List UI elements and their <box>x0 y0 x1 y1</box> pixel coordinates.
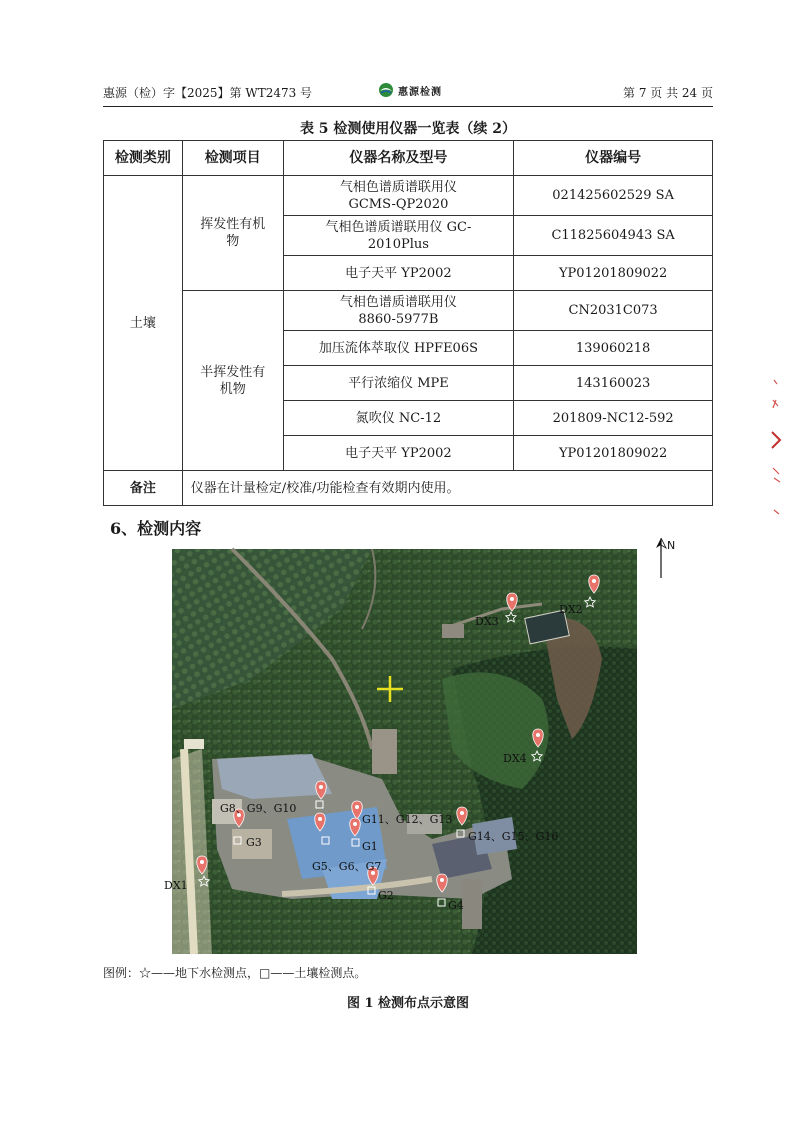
instrument-table <box>103 140 713 506</box>
doc-number: 惠源（检）字【2025】第 WT2473 号 <box>103 86 313 100</box>
instrument-number: 143160023 <box>514 366 713 401</box>
instrument-number: CN2031C073 <box>514 291 713 331</box>
table-title: 表 5 检测使用仪器一览表（续 2） <box>299 121 517 137</box>
instrument-number: 021425602529 SA <box>514 176 713 216</box>
company-logo <box>378 81 442 99</box>
label-G8-10: G8、G9、G10 <box>220 802 297 815</box>
site-map <box>164 549 637 954</box>
instrument-name: 加压流体萃取仪 HPFE06S <box>283 331 514 366</box>
label-G14-16: G14、G15、G16 <box>468 830 559 843</box>
instrument-name: 气相色谱质谱联用仪 8860-5977B <box>283 291 514 331</box>
instrument-name: 气相色谱质谱联用仪 GC-2010Plus <box>283 216 514 256</box>
label-DX1: DX1 <box>164 879 188 892</box>
label-DX4: DX4 <box>503 752 527 765</box>
logo-icon <box>378 82 394 98</box>
page-header <box>103 78 713 107</box>
north-label: N <box>667 539 676 552</box>
item-cell-svoc: 半挥发性有机物 <box>182 291 283 471</box>
header-instrument-number: 仪器编号 <box>514 141 713 176</box>
instrument-name: 气相色谱质谱联用仪 GCMS-QP2020 <box>283 176 514 216</box>
page-info: 第 7 页 共 24 页 <box>623 86 713 100</box>
remark-label: 备注 <box>104 471 183 506</box>
label-G2: G2 <box>378 889 394 902</box>
table-row <box>104 176 713 216</box>
logo-text: 惠源检测 <box>398 86 442 98</box>
label-G11-13: G11、G12、G13 <box>362 813 453 826</box>
north-arrow-icon <box>653 536 683 580</box>
instrument-name: 电子天平 YP2002 <box>283 436 514 471</box>
figure-caption: 图 1 检测布点示意图 <box>346 996 470 1011</box>
header-category: 检测类别 <box>104 141 183 176</box>
instrument-name: 平行浓缩仪 MPE <box>283 366 514 401</box>
label-DX3: DX3 <box>475 615 499 628</box>
label-G4: G4 <box>448 899 464 912</box>
instrument-name: 氮吹仪 NC-12 <box>283 401 514 436</box>
instrument-number: YP01201809022 <box>514 256 713 291</box>
label-G1: G1 <box>362 840 378 853</box>
instrument-number: C11825604943 SA <box>514 216 713 256</box>
instrument-name: 电子天平 YP2002 <box>283 256 514 291</box>
table-row <box>104 291 713 331</box>
remark-row <box>104 471 713 506</box>
label-DX2: DX2 <box>559 603 583 616</box>
header-item: 检测项目 <box>182 141 283 176</box>
table-header-row <box>104 141 713 176</box>
map-legend: 图例：☆——地下水检测点，□——土壤检测点。 <box>103 966 367 980</box>
instrument-number: 201809-NC12-592 <box>514 401 713 436</box>
instrument-number: 139060218 <box>514 331 713 366</box>
label-G5-7: G5、G6、G7 <box>312 860 382 873</box>
item-cell-voc: 挥发性有机物 <box>182 176 283 291</box>
remark-text: 仪器在计量检定/校准/功能检查有效期内使用。 <box>182 471 712 506</box>
instrument-number: YP01201809022 <box>514 436 713 471</box>
header-instrument-name: 仪器名称及型号 <box>283 141 514 176</box>
section-title: 6、检测内容 <box>110 519 202 538</box>
label-G3: G3 <box>246 836 262 849</box>
seal-edge-marks <box>770 370 784 530</box>
category-cell: 土壤 <box>104 176 183 471</box>
